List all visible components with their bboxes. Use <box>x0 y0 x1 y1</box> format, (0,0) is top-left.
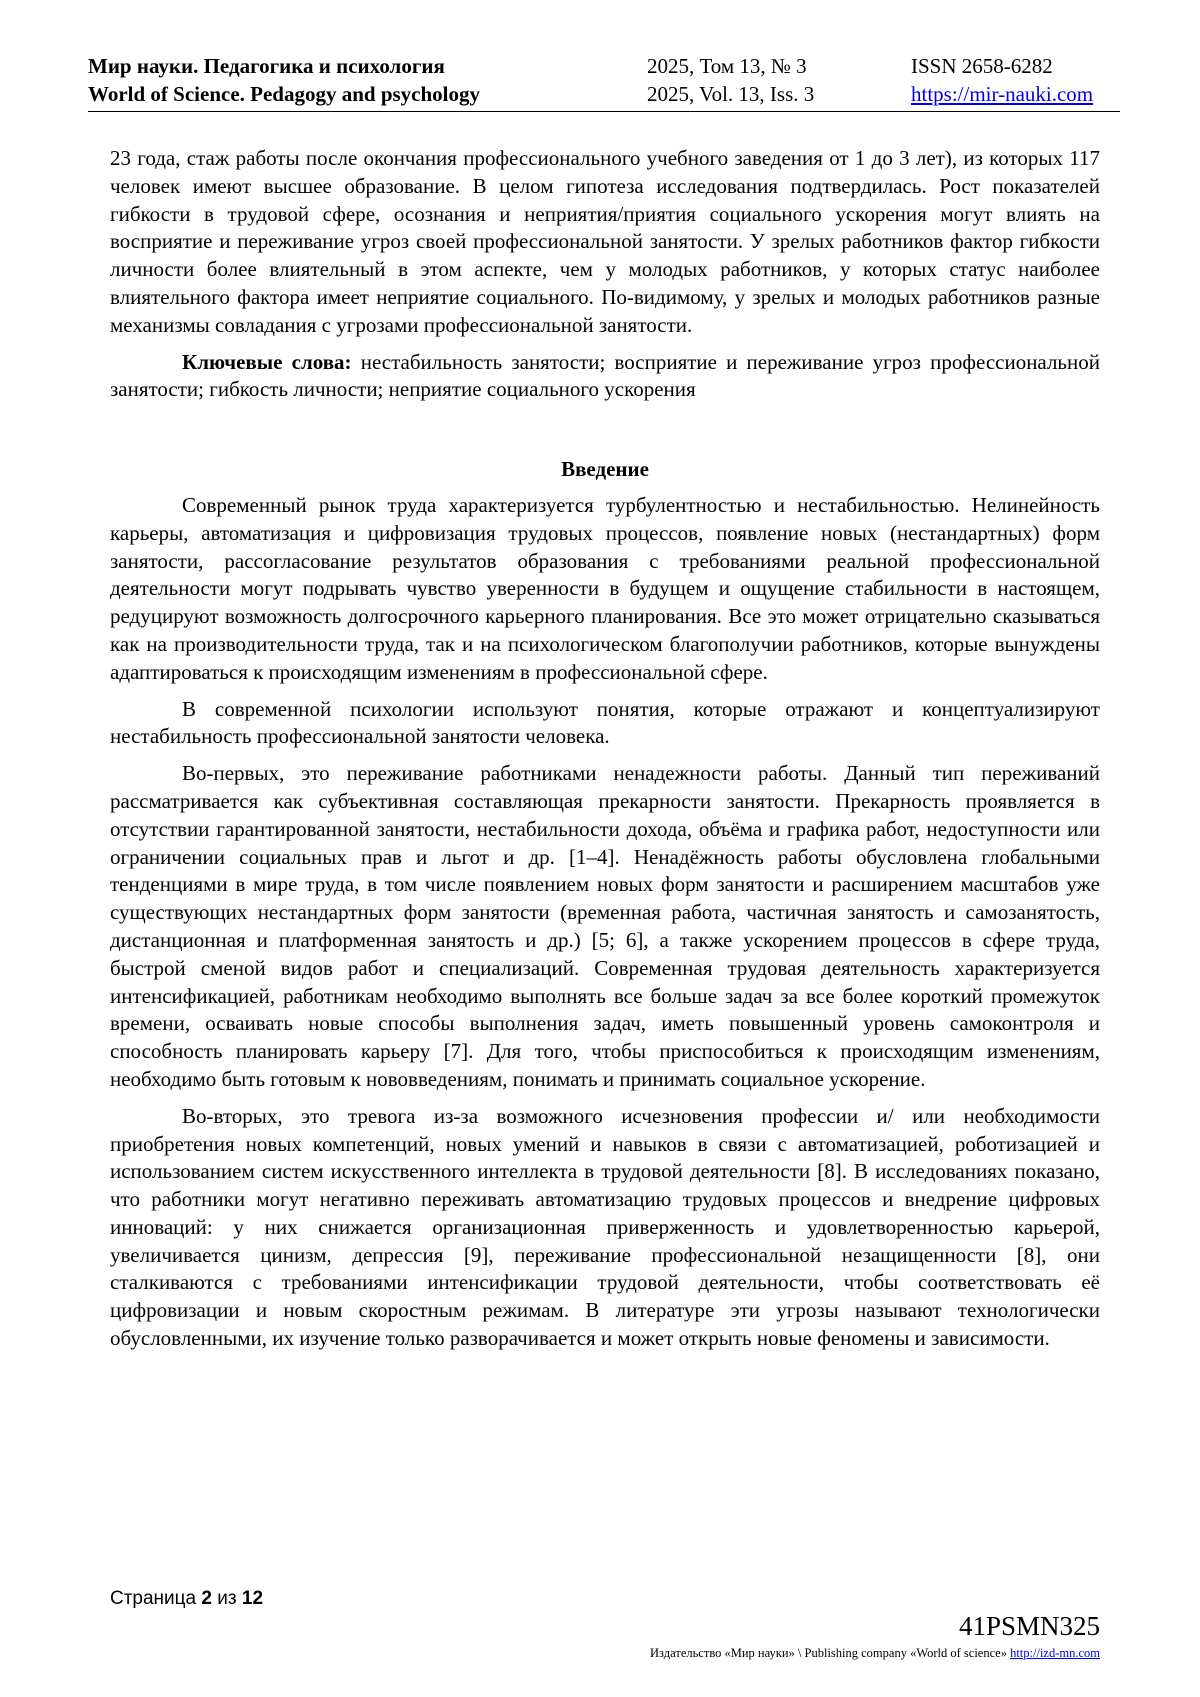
abstract-continuation: 23 года, стаж работы после окончания профессионального учебного заведения от 1 до 3 лет), из которых 117 человек имеют высшее образование. В целом гипотеза исследования подтвердилась. Рост показателей гибкости в трудовой сфере, осознания и неприятия/приятия социального ускорения могут влиять на восприятие и переживание угроз своей профессиональной занятости. У зрелых работников фактор гибкости личности более влиятельный в этом аспекте, чем у молодых работников, у которых статус наиболее влиятельного фактора имеет неприятие социального. По-видимому, у зрелых и молодых работников разные механизмы совладания с угрозами профессиональной занятости. <box>110 146 1100 337</box>
journal-website-link[interactable]: https://mir-nauki.com <box>911 82 1094 106</box>
page-word: Страница <box>110 1588 197 1609</box>
article-body <box>110 145 1100 1362</box>
journal-title-en: World of Science. Pedagogy and psychology <box>88 82 481 106</box>
issue-en: 2025, Vol. 13, Iss. 3 <box>647 82 815 106</box>
keywords <box>110 349 1100 405</box>
journal-title-ru: Мир науки. Педагогика и психология <box>88 54 445 78</box>
journal-title-block <box>88 52 480 108</box>
issn-block <box>911 52 1093 108</box>
publisher-text: Издательство «Мир науки» \ Publishing company «World of science» <box>650 1646 1007 1660</box>
issn: ISSN 2658-6282 <box>911 54 1053 78</box>
section-title: Введение <box>561 457 649 482</box>
page-number <box>110 1588 263 1610</box>
publisher-line <box>650 1646 1100 1661</box>
issue-block <box>647 52 814 108</box>
page-of: из <box>217 1588 237 1609</box>
page-total: 12 <box>241 1588 264 1609</box>
publisher-link[interactable]: http://izd-mn.com <box>1010 1646 1100 1660</box>
issue-ru: 2025, Том 13, № 3 <box>647 54 807 78</box>
paragraph: В современной психологии используют понятия, которые отражают и концептуализируют нестабильность профессиональной занятости человека. <box>110 696 1100 749</box>
header-divider <box>88 111 1120 112</box>
keywords-text: нестабильность занятости; восприятие и переживание угроз профессиональной занятости; гибкость личности; неприятие социального ускорения <box>110 349 1100 402</box>
keywords-label: Ключевые слова: <box>182 349 352 374</box>
paragraph: Во-первых, это переживание работниками ненадежности работы. Данный тип переживаний рассматривается как субъективная составляющая прекарности занятости. Прекарность проявляется в отсутствии гарантированной занятости, нестабильности дохода, объёма и графика работ, недоступности или ограничении социальных прав и льгот и др. [1–4]. Ненадёжность работы обусловлена глобальными тенденциями в мире труда, в том числе появлением новых форм занятости и расширением масштабов уже существующих нестандартных форм занятости (временная работа, частичная занятость и самозанятость, дистанционная и платформенная занятость и др.) [5; 6], а также ускорением процессов в сфере труда, быстрой сменой видов работ и специализаций. Современная трудовая деятельность характеризуется интенсификацией, работникам необходимо выполнять все больше задач за все более короткий промежуток времени, осваивать новые способы выполнения задач, иметь повышенный уровень самоконтроля и способность планировать карьеру [7]. Для того, чтобы приспособиться к происходящим изменениям, необходимо быть готовым к нововведениям, понимать и принимать социальное ускорение. <box>110 761 1100 1091</box>
paragraph: Современный рынок труда характеризуется турбулентностью и нестабильностью. Нелинейность карьеры, автоматизация и цифровизация трудовых процессов, появление новых (нестандартных) форм занятости, рассогласование результатов образования с требованиями реальной профессиональной деятельности могут подрывать чувство уверенности в будущем и ощущение стабильности в настоящем, редуцируют возможность долгосрочного карьерного планирования. Все это может отрицательно сказываться как на производительности труда, так и на психологическом благополучии работников, которые вынуждены адаптироваться к происходящим изменениям в профессиональной сфере. <box>110 492 1100 684</box>
paragraph: Во-вторых, это тревога из-за возможного исчезновения профессии и/ или необходимости приобретения новых компетенций, новых умений и навыков в связи с автоматизацией, роботизацией и использованием систем искусственного интеллекта в трудовой деятельности [8]. В исследованиях показано, что работники могут негативно переживать автоматизацию трудовых процессов и внедрение цифровых инноваций: у них снижается организационная приверженность и удовлетворенностью карьерой, увеличивается цинизм, депрессия [9], переживание профессиональной незащищенности [8], они сталкиваются с требованиями интенсификации трудовой деятельности, чтобы соответствовать её цифровизации и новым скоростным режимам. В литературе эти угрозы называют технологически обусловленными, их изучение только разворачивается и может открыть новые феномены и зависимости. <box>110 1103 1100 1351</box>
article-code: 41PSMN325 <box>958 1611 1100 1641</box>
page-current: 2 <box>201 1588 212 1609</box>
